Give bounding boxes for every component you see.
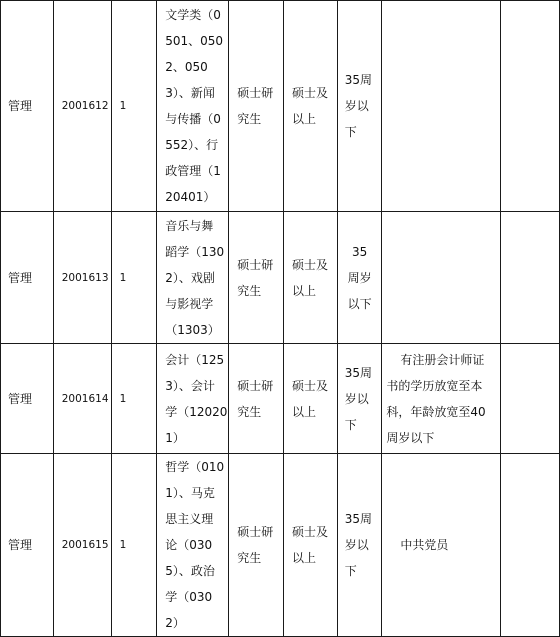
- remarks-cell: [501, 454, 560, 637]
- major-cell-line: 政管理（1: [165, 164, 221, 178]
- table-row: [1, 344, 560, 454]
- education-cell: [229, 344, 284, 454]
- degree-cell: [284, 212, 338, 344]
- hire-count-cell: 1: [111, 454, 157, 637]
- major-cell-line: （1303）: [165, 322, 220, 337]
- major-cell-line: 1）、马克: [165, 486, 215, 500]
- education-cell-line: 究生: [237, 112, 262, 126]
- other-requirements-cell-line: 科，年龄放宽至40: [386, 404, 486, 419]
- table-body: [1, 1, 560, 637]
- degree-cell: [284, 344, 338, 454]
- major-cell-line: 文学类（0: [165, 8, 221, 22]
- hire-count-cell: 1: [111, 344, 157, 454]
- age-cell: [337, 1, 382, 212]
- degree-cell-line: 硕士及: [292, 86, 329, 100]
- age-cell-line: 岁以: [344, 391, 369, 406]
- age-cell: [337, 212, 382, 344]
- position-code-cell: 2001614: [53, 344, 111, 454]
- degree-cell-line: 以上: [292, 404, 317, 419]
- education-cell-line: 硕士研: [237, 525, 274, 539]
- major-cell-line: 与影视学: [165, 296, 214, 311]
- other-requirements-cell: [382, 212, 501, 344]
- hire-count-cell: 1: [111, 212, 157, 344]
- education-cell-line: 硕士研: [237, 257, 274, 272]
- age-cell-line: 岁以: [344, 538, 369, 552]
- table-row: [1, 1, 560, 212]
- category-cell: 管理: [1, 1, 54, 212]
- major-cell-line: 2、050: [165, 60, 208, 74]
- age-cell-line: 下: [344, 564, 357, 578]
- remarks-cell: [501, 212, 560, 344]
- category-cell: 管理: [1, 454, 54, 637]
- age-cell-line: 35周: [344, 73, 373, 87]
- major-cell-line: 蹈学（130: [165, 244, 225, 259]
- remarks-cell: [501, 1, 560, 212]
- other-requirements-cell: [382, 344, 501, 454]
- category-cell: 管理: [1, 344, 54, 454]
- major-cell-line: 3）、会计: [165, 378, 215, 393]
- major-cell-line: 与传播（0: [165, 112, 221, 126]
- education-cell-line: 究生: [237, 283, 262, 298]
- age-cell-line: 35周: [344, 365, 373, 380]
- age-cell-line: 以下: [347, 296, 372, 311]
- age-cell-line: 下: [344, 417, 357, 432]
- major-cell-line: 501、050: [165, 34, 224, 48]
- degree-cell-line: 以上: [292, 283, 317, 298]
- position-code-cell: 2001612: [53, 1, 111, 212]
- degree-cell-line: 硕士及: [292, 378, 329, 393]
- degree-cell-line: 硕士及: [292, 257, 329, 272]
- other-requirements-cell-line: 有注册会计师证: [400, 352, 485, 367]
- major-cell-line: 20401）: [165, 190, 216, 204]
- major-cell-line: 思主义理: [165, 512, 214, 526]
- degree-cell-line: 以上: [292, 551, 317, 565]
- table-row: [1, 212, 560, 344]
- age-cell-line: 35: [351, 244, 368, 259]
- education-cell-line: 究生: [237, 551, 262, 565]
- major-cell: [157, 1, 229, 212]
- education-cell: [229, 454, 284, 637]
- remarks-cell: [501, 344, 560, 454]
- major-cell-line: 论（030: [165, 538, 213, 552]
- degree-cell-line: 以上: [292, 112, 317, 126]
- major-cell-line: 会计（125: [165, 352, 225, 367]
- major-cell-line: 2）: [165, 616, 185, 630]
- age-cell-line: 周岁: [347, 270, 372, 285]
- major-cell-line: 552）、行: [165, 138, 219, 152]
- other-requirements-cell: [382, 454, 501, 637]
- other-requirements-cell-line: 中共党员: [400, 538, 449, 552]
- table-row: [1, 454, 560, 637]
- major-cell-line: 5）、政治: [165, 564, 215, 578]
- major-cell-line: 学（030: [165, 590, 213, 604]
- education-cell-line: 究生: [237, 404, 262, 419]
- degree-cell-line: 硕士及: [292, 525, 329, 539]
- degree-cell: [284, 454, 338, 637]
- other-requirements-cell-line: 周岁以下: [386, 430, 435, 445]
- age-cell-line: 岁以: [344, 99, 369, 113]
- age-cell: [337, 454, 382, 637]
- education-cell: [229, 1, 284, 212]
- major-cell-line: 音乐与舞: [165, 218, 214, 233]
- category-cell: 管理: [1, 212, 54, 344]
- major-cell: [157, 454, 229, 637]
- major-cell: [157, 344, 229, 454]
- age-cell: [337, 344, 382, 454]
- major-cell-line: 哲学（010: [165, 460, 225, 474]
- position-code-cell: 2001613: [53, 212, 111, 344]
- major-cell-line: 1）: [165, 430, 185, 445]
- major-cell-line: 2）、戏剧: [165, 270, 215, 285]
- education-cell-line: 硕士研: [237, 86, 274, 100]
- education-cell: [229, 212, 284, 344]
- other-requirements-cell-line: 书的学历放宽至本: [386, 378, 483, 393]
- education-cell-line: 硕士研: [237, 378, 274, 393]
- other-requirements-cell: [382, 1, 501, 212]
- age-cell-line: 下: [344, 125, 357, 139]
- position-code-cell: 2001615: [53, 454, 111, 637]
- degree-cell: [284, 1, 338, 212]
- major-cell-line: 3）、新闻: [165, 86, 215, 100]
- age-cell-line: 35周: [344, 512, 373, 526]
- hire-count-cell: 1: [111, 1, 157, 212]
- major-cell: [157, 212, 229, 344]
- major-cell-line: 学（12020: [165, 404, 228, 419]
